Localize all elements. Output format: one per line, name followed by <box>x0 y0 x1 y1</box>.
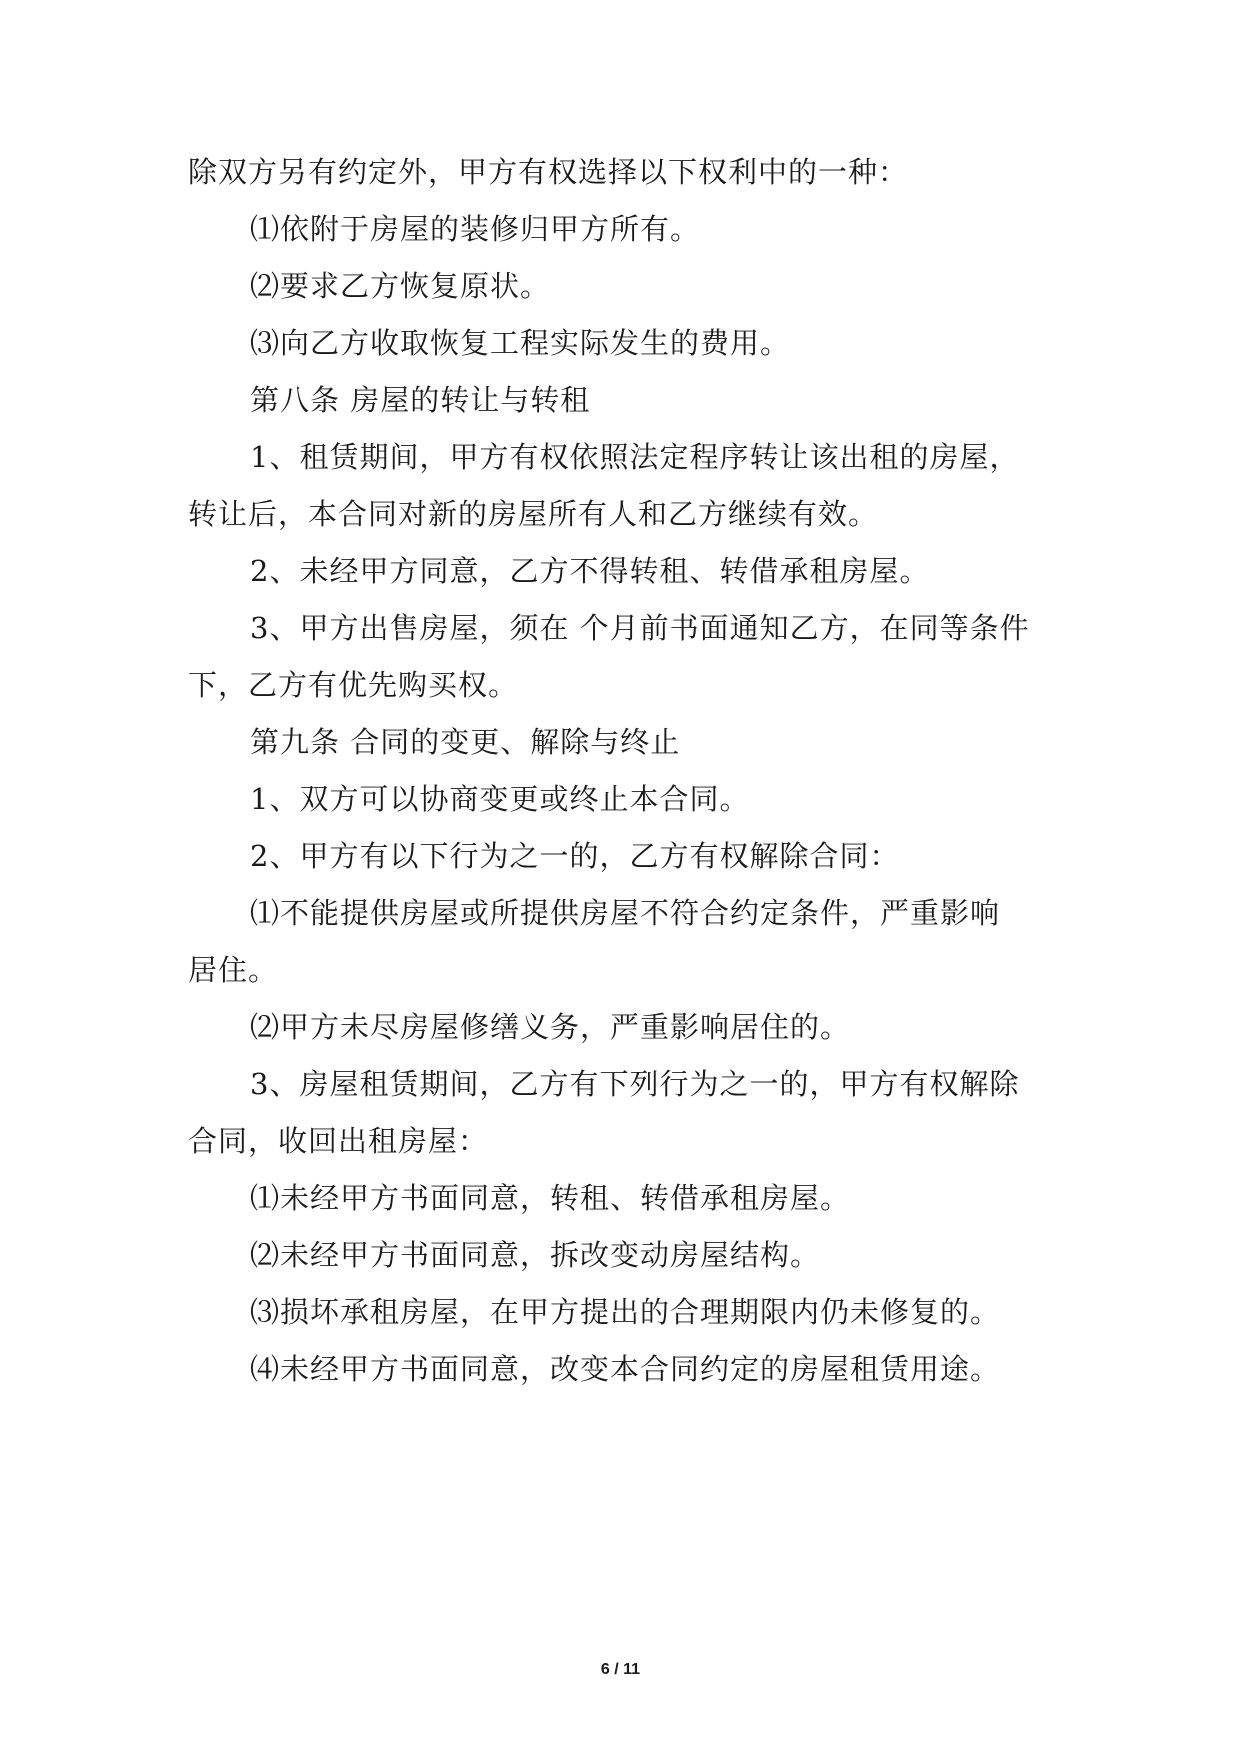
paragraph-line: 1、双方可以协商变更或终止本合同。 <box>250 782 750 816</box>
paragraph-line: ⑴未经甲方书面同意，转租、转借承租房屋。 <box>250 1181 851 1215</box>
section-heading: 第八条 房屋的转让与转租 <box>250 383 591 417</box>
paragraph-line: 除双方另有约定外，甲方有权选择以下权利中的一种： <box>188 155 909 189</box>
section-heading: 第九条 合同的变更、解除与终止 <box>250 725 681 759</box>
page-number: 6 / 11 <box>600 1661 641 1678</box>
paragraph-line: 1、租赁期间，甲方有权依照法定程序转让该出租的房屋， <box>250 440 1020 474</box>
paragraph-line: ⑴依附于房屋的装修归甲方所有。 <box>250 212 701 246</box>
paragraph-line: ⑴不能提供房屋或所提供房屋不符合约定条件，严重影响 <box>250 896 1001 930</box>
paragraph-line: 2、甲方有以下行为之一的，乙方有权解除合同： <box>250 839 900 873</box>
paragraph-line: ⑶损坏承租房屋，在甲方提出的合理期限内仍未修复的。 <box>250 1295 1001 1329</box>
paragraph-line: ⑵要求乙方恢复原状。 <box>250 269 551 303</box>
paragraph-line: ⑵未经甲方书面同意，拆改变动房屋结构。 <box>250 1238 821 1272</box>
paragraph-line: 合同，收回出租房屋： <box>188 1124 489 1158</box>
paragraph-line: ⑶向乙方收取恢复工程实际发生的费用。 <box>250 326 791 360</box>
paragraph-line: 2、未经甲方同意，乙方不得转租、转借承租房屋。 <box>250 554 930 588</box>
paragraph-line: ⑷未经甲方书面同意，改变本合同约定的房屋租赁用途。 <box>250 1352 1001 1386</box>
paragraph-line: 3、甲方出售房屋，须在 个月前书面通知乙方，在同等条件 <box>250 611 1030 645</box>
paragraph-line: 居住。 <box>188 953 279 987</box>
paragraph-line: ⑵甲方未尽房屋修缮义务，严重影响居住的。 <box>250 1010 851 1044</box>
paragraph-line: 下，乙方有优先购买权。 <box>188 668 519 702</box>
paragraph-line: 转让后，本合同对新的房屋所有人和乙方继续有效。 <box>188 497 879 531</box>
paragraph-line: 3、房屋租赁期间，乙方有下列行为之一的，甲方有权解除 <box>250 1067 1020 1101</box>
